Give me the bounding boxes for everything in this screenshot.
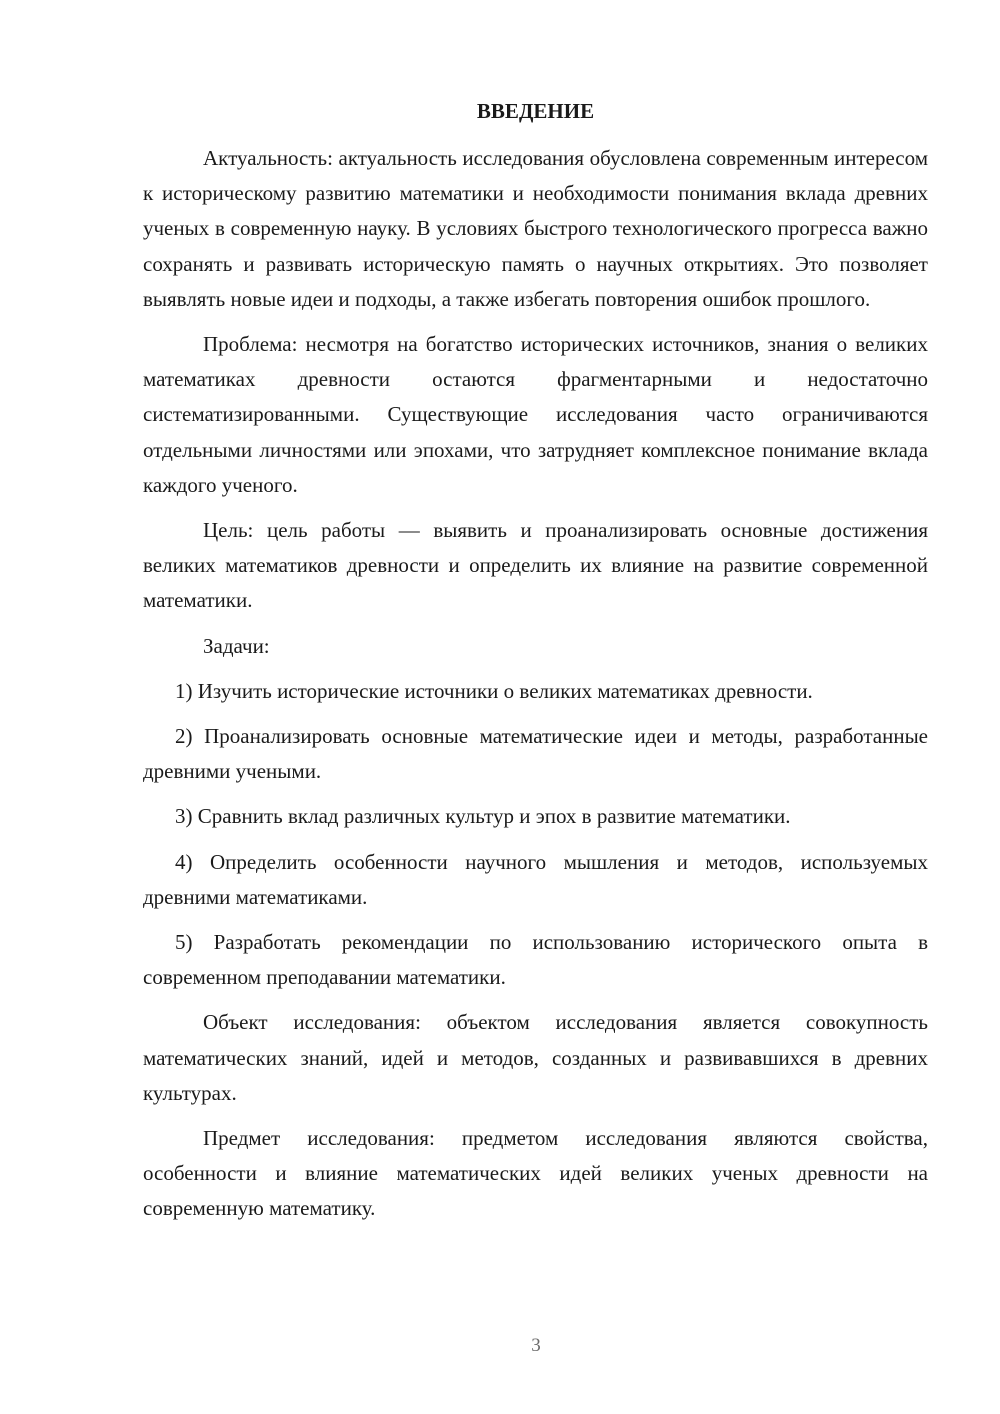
task-item-5: 5) Разработать рекомендации по использованию исторического опыта в современном преподавании математики. [143, 930, 928, 990]
paragraph-problem: Проблема: несмотря на богатство исторических источников, знания о великих математиках древности остаются фрагментарными и недостаточно систематизированными. Существующие исследования часто ограничиваются отдельными личностями или эпохами, что затрудняет комплексное понимание вклада каждого ученого. [143, 332, 928, 497]
paragraph-goal: Цель: цель работы — выявить и проанализировать основные достижения великих математиков древности и определить их влияние на развитие современной математики. [143, 518, 928, 613]
task-item-3: 3) Сравнить вклад различных культур и эпох в развитие математики. [175, 804, 791, 829]
task-item-2: 2) Проанализировать основные математические идеи и методы, разработанные древними учеными. [143, 724, 928, 784]
page-number: 3 [531, 1335, 541, 1356]
paragraph-object: Объект исследования: объектом исследования является совокупность математических знаний, идей и методов, созданных и развивавшихся в древних культурах. [143, 1010, 928, 1105]
tasks-label: Задачи: [203, 633, 270, 658]
task-item-4: 4) Определить особенности научного мышления и методов, используемых древними математиками. [143, 849, 928, 909]
task-item-1: 1) Изучить исторические источники о великих математиках древности. [175, 678, 813, 703]
paragraph-subject: Предмет исследования: предметом исследования являются свойства, особенности и влияние математических идей великих ученых древности на современную математику. [143, 1126, 928, 1221]
section-title: ВВЕДЕНИЕ [476, 99, 595, 123]
paragraph-relevance: Актуальность: актуальность исследования обусловлена современным интересом к историческому развитию математики и необходимости понимания вклада древних ученых в современную науку. В условиях быстрого технологического прогресса важно сохранять и развивать историческую память о научных открытиях. Это позволяет выявлять новые идеи и подходы, а также избегать повторения ошибок прошлого. [143, 146, 928, 311]
page-content [143, 95, 928, 1237]
